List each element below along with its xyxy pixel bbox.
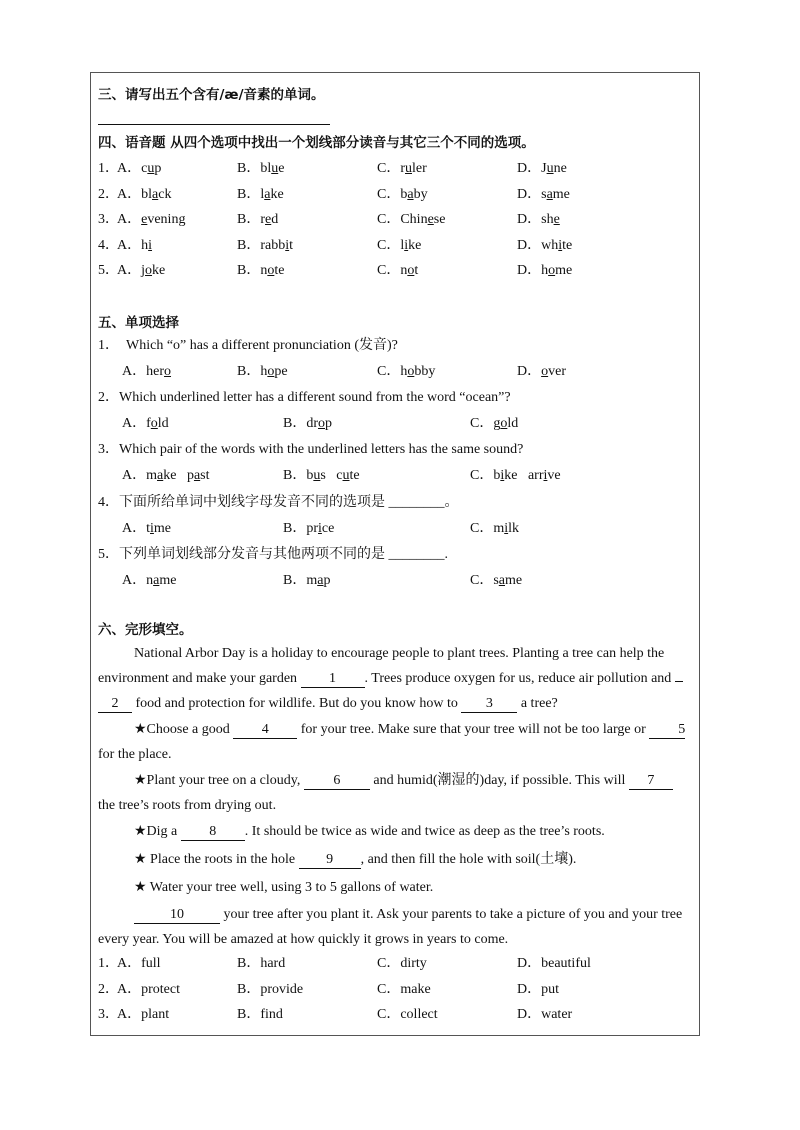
underlined-letter: i	[504, 521, 509, 536]
option[interactable]	[283, 520, 334, 538]
underlined-letter: a	[153, 573, 160, 588]
option-letter: D．	[517, 237, 542, 253]
option[interactable]	[517, 237, 572, 255]
option-word: gold	[493, 416, 519, 431]
question-number: 4．	[98, 237, 119, 253]
option[interactable]: C．make	[377, 981, 431, 997]
option-word: map	[306, 573, 331, 588]
option[interactable]	[377, 211, 445, 229]
passage-line: for the place.	[98, 747, 172, 762]
question-number: 1．	[98, 161, 119, 176]
option-word: bike arrive	[493, 468, 561, 483]
option-letter: D．	[517, 161, 542, 176]
blank-10[interactable]: 10	[134, 907, 220, 924]
option-word: same	[493, 573, 523, 588]
option-letter: C．	[377, 161, 401, 176]
passage-line: every year. You will be amazed at how quickly it grows in years to come.	[98, 932, 509, 947]
option-letter: B．	[283, 416, 307, 431]
option[interactable]: A．full	[117, 956, 161, 971]
option-letter: B．	[237, 161, 261, 176]
option-word: not	[400, 263, 419, 278]
underlined-letter: i	[500, 468, 505, 483]
option-letter: A．	[122, 573, 147, 588]
question-number: 3．	[98, 1007, 119, 1022]
option-letter: A．	[122, 521, 147, 536]
passage-line: 10 your tree after you plant it. Ask your parents to take a picture of you and your tree	[134, 906, 682, 924]
option[interactable]	[237, 363, 288, 381]
question-number: 5．	[98, 263, 119, 278]
passage-line: 2 food and protection for wildlife. But do you know how to 3 a tree?	[98, 695, 558, 713]
option-letter: A．	[122, 364, 147, 379]
option[interactable]	[117, 262, 165, 280]
option[interactable]	[237, 160, 284, 178]
underlined-letter: o	[318, 416, 326, 431]
option[interactable]	[470, 467, 561, 485]
option-letter: B．	[237, 364, 261, 379]
underlined-letter: i	[148, 237, 153, 253]
answer-line	[98, 124, 330, 125]
passage-line: ★ Water your tree well, using 3 to 5 gallons of water.	[134, 880, 434, 895]
option[interactable]	[517, 262, 572, 280]
question-text: 3．Which pair of the words with the underlined letters has the same sound?	[98, 442, 524, 457]
option-letter: B．	[283, 468, 307, 483]
option-word: rabbit	[260, 237, 294, 253]
option[interactable]	[517, 211, 560, 229]
option[interactable]	[122, 572, 176, 590]
option-word: cup	[141, 161, 162, 176]
underlined-letter: i	[285, 237, 290, 253]
option-letter: C．	[377, 263, 401, 278]
option-word: time	[146, 521, 172, 536]
underlined-letter: e	[265, 212, 272, 227]
option[interactable]	[117, 186, 171, 204]
section-6-title: 六、完形填空。	[98, 622, 193, 638]
underlined-letter: u	[313, 468, 321, 483]
passage-line: the tree’s roots from drying out.	[98, 798, 277, 813]
option-word: joke	[141, 263, 166, 278]
option-letter: A．	[122, 468, 147, 483]
option[interactable]: B．provide	[237, 981, 304, 997]
option-letter: D．	[517, 186, 542, 202]
option[interactable]	[283, 572, 330, 590]
option-word: fold	[146, 416, 169, 431]
blank-2-start	[675, 681, 683, 682]
underlined-letter: u	[147, 161, 155, 176]
option-letter: A．	[117, 186, 142, 202]
option-word: hi	[141, 237, 153, 253]
question-number: 2．	[98, 981, 119, 997]
passage-line: ★Dig a 8 . It should be twice as wide and twice as deep as the tree’s roots.	[134, 824, 605, 839]
option[interactable]	[237, 262, 284, 280]
option-letter: B．	[237, 186, 261, 202]
underlined-letter: i	[558, 237, 563, 253]
option-word: baby	[400, 186, 428, 202]
option-word: blue	[260, 161, 285, 176]
underlined-letter: a	[407, 186, 414, 202]
underlined-letter: o	[407, 263, 415, 278]
option-letter: A．	[122, 416, 147, 431]
option-letter: D．	[517, 263, 542, 278]
option[interactable]	[377, 160, 427, 178]
section-4-title: 四、语音题 从四个选项中找出一个划线部分读音与其它三个不同的选项。	[98, 135, 535, 151]
question-number: 3．	[98, 212, 119, 227]
passage-line: ★ Place the roots in the hole 9 , and then fill the hole with soil(土壤).	[134, 852, 577, 867]
option-letter: B．	[283, 521, 307, 536]
option[interactable]: D．water	[517, 1007, 573, 1022]
option[interactable]	[377, 262, 418, 280]
option-letter: B．	[237, 212, 261, 227]
blank-5[interactable]: 5	[649, 722, 685, 739]
underlined-letter: o	[541, 364, 549, 379]
option-word: black	[141, 186, 172, 202]
question-text: 4．下面所给单词中划线字母发音不同的选项是 ________。	[98, 495, 459, 510]
option-word: note	[260, 263, 285, 278]
underlined-letter: o	[164, 364, 172, 379]
option-letter: B．	[237, 237, 261, 253]
option-letter: B．	[237, 263, 261, 278]
option-letter: C．	[377, 212, 401, 227]
option-word: price	[306, 521, 335, 536]
option[interactable]: D．beautiful	[517, 956, 591, 971]
option[interactable]: A．plant	[117, 1007, 170, 1022]
underlined-letter: o	[145, 263, 153, 278]
option[interactable]: B．hard	[237, 956, 286, 971]
option-word: evening	[141, 212, 186, 227]
option-word: like	[400, 237, 422, 253]
option[interactable]	[122, 467, 210, 485]
option[interactable]	[122, 415, 169, 433]
blank-3[interactable]: 3	[461, 696, 517, 713]
option-word: home	[541, 263, 573, 278]
underlined-letter: i	[404, 237, 409, 253]
option[interactable]	[470, 572, 522, 590]
blank-4[interactable]: 4	[233, 722, 297, 739]
blank-2[interactable]: 2	[98, 696, 132, 713]
option-letter: A．	[117, 237, 142, 253]
option-letter: C．	[470, 468, 494, 483]
option[interactable]	[117, 211, 185, 229]
underlined-letter: a	[498, 573, 506, 588]
option-word: lake	[260, 186, 284, 202]
option[interactable]: C．collect	[377, 1007, 438, 1022]
option[interactable]: D．put	[517, 981, 559, 997]
option-word: hobby	[400, 364, 436, 379]
underlined-letter: u	[405, 161, 413, 176]
option[interactable]	[237, 237, 293, 255]
question-text: 1． Which “o” has a different pronunciation (发音)?	[98, 338, 398, 353]
passage-line: National Arbor Day is a holiday to encourage people to plant trees. Planting a tree can help the	[134, 646, 665, 661]
passage-line: ★Choose a good 4 for your tree. Make sure that your tree will not be too large or 5	[134, 722, 686, 737]
underlined-letter: a	[546, 186, 553, 202]
passage-line: ★Plant your tree on a cloudy, 6 and humid(潮湿的)day, if possible. This will 7	[134, 772, 673, 790]
option[interactable]	[117, 160, 161, 178]
option[interactable]	[377, 237, 421, 255]
blank-1[interactable]: 1	[301, 671, 365, 688]
blank-9[interactable]: 9	[299, 852, 361, 869]
option-word: over	[541, 364, 567, 379]
option-word: hope	[260, 364, 288, 379]
option-letter: C．	[377, 186, 401, 202]
underlined-letter: u	[271, 161, 279, 176]
underlined-letter: i	[318, 521, 322, 536]
option[interactable]	[470, 415, 518, 433]
underlined-letter: a	[152, 186, 159, 202]
option[interactable]	[237, 186, 284, 204]
option-letter: C．	[470, 573, 494, 588]
underlined-letter: o	[150, 416, 158, 431]
option-word: ruler	[400, 161, 427, 176]
option-word: Chinese	[400, 212, 446, 227]
blank-6[interactable]: 6	[304, 773, 370, 790]
underlined-letter: e	[427, 212, 434, 227]
option-word: red	[260, 212, 279, 227]
underlined-letter: i	[150, 521, 154, 536]
option[interactable]	[377, 363, 435, 381]
section-5-title: 五、单项选择	[98, 315, 179, 331]
option-word: June	[541, 161, 567, 176]
option[interactable]: C．dirty	[377, 956, 427, 971]
option-word: bus cute	[306, 468, 360, 483]
underlined-letter: o	[548, 263, 556, 278]
option[interactable]	[470, 520, 519, 538]
option-letter: B．	[283, 573, 307, 588]
option-letter: A．	[117, 161, 142, 176]
underlined-letter: o	[500, 416, 508, 431]
passage-line: environment and make your garden 1 . Trees produce oxygen for us, reduce air pollution and	[98, 670, 683, 688]
underlined-letter: a	[264, 186, 271, 202]
option-word: drop	[306, 416, 333, 431]
option[interactable]: B．find	[237, 1007, 283, 1022]
question-number: 2．	[98, 186, 119, 202]
underlined-letter: a	[157, 468, 164, 483]
option-letter: A．	[117, 212, 142, 227]
option[interactable]	[122, 363, 171, 381]
option-letter: A．	[117, 263, 142, 278]
option[interactable]: A．protect	[117, 981, 180, 997]
underlined-letter: u	[546, 161, 554, 176]
option-letter: C．	[470, 416, 494, 431]
option-word: name	[146, 573, 177, 588]
underlined-letter: o	[407, 364, 415, 379]
option[interactable]	[517, 160, 567, 178]
option-letter: C．	[377, 364, 401, 379]
underlined-letter: e	[553, 212, 560, 227]
blank-8[interactable]: 8	[181, 824, 245, 841]
blank-7[interactable]: 7	[629, 773, 673, 790]
option[interactable]	[377, 186, 428, 204]
question-text: 5．下列单词划线部分发音与其他两项不同的是 ________.	[98, 547, 448, 562]
option[interactable]	[122, 520, 171, 538]
option[interactable]	[237, 211, 278, 229]
option-word: white	[541, 237, 573, 253]
option-word: make past	[146, 468, 210, 483]
option-word: hero	[146, 364, 172, 379]
section-3-title: 三、请写出五个含有/æ/音素的单词。	[98, 87, 325, 103]
underlined-letter: o	[267, 364, 275, 379]
option[interactable]	[517, 363, 566, 381]
underlined-letter: a	[317, 573, 324, 588]
option[interactable]	[517, 186, 570, 204]
option-letter: D．	[517, 364, 542, 379]
option-word: she	[541, 212, 560, 227]
option-word: same	[541, 186, 570, 202]
underlined-letter: e	[141, 212, 148, 227]
underlined-letter: o	[267, 263, 275, 278]
option[interactable]	[283, 467, 360, 485]
question-text: 2．Which underlined letter has a different sound from the word “ocean”?	[98, 390, 511, 405]
option-letter: C．	[377, 237, 401, 253]
option[interactable]	[117, 237, 152, 255]
question-number: 1．	[98, 956, 119, 971]
option-word: milk	[493, 521, 520, 536]
option[interactable]	[283, 415, 332, 433]
option-letter: D．	[517, 212, 542, 227]
option-letter: C．	[470, 521, 494, 536]
